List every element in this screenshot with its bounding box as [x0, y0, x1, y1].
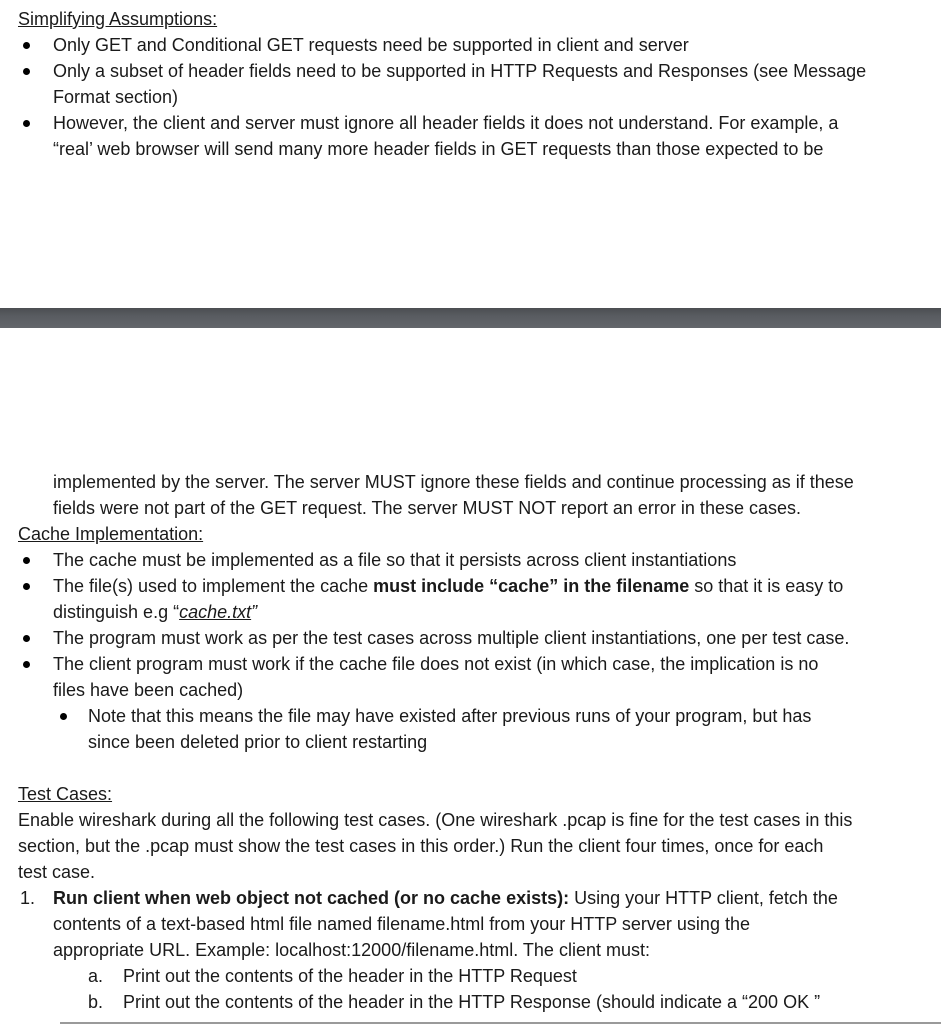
- page-gap-bar: [0, 308, 941, 328]
- bullet-icon: [23, 635, 30, 642]
- numbered-item: 1. Run client when web object not cached (or no cache exists): Using your HTTP client, fetch the contents of a text-based html file named filename.html from your HTTP server using the appropriate URL. Example: localhost:12000/filename.html. The client must:: [20, 888, 838, 960]
- list-item: Only a subset of header fields need to be supported in HTTP Requests and Responses (see Message Format section): [18, 58, 928, 110]
- bullet-icon: [23, 557, 30, 564]
- list-item: However, the client and server must ignore all header fields it does not understand. For example, a “real’ web browser will send many more header fields in GET requests than those expected to be: [18, 110, 928, 162]
- page-break-divider: [0, 305, 941, 328]
- cache-implementation-heading: Cache Implementation:: [18, 524, 204, 544]
- bullet-icon: [23, 42, 30, 49]
- bullet-icon: [23, 120, 30, 127]
- lettered-item: a. Print out the contents of the header in the HTTP Request: [88, 966, 577, 986]
- top-page-content: [18, 6, 928, 162]
- bullet-icon: [60, 713, 67, 720]
- bottom-page-content: implemented by the server. The server MUST ignore these fields and continue processing as if these fields were not part of the GET request. The server MUST NOT report an error in these cases. Cache Implementation: The cache must be implemented as a file so that it persists across client instantiations The file(s) used to implement the cache must include “cache” in the filename so that it is easy to distinguish e.g “cache.txt” The program must work as per the test cases across multiple client instantiations, one per test case. The client program must work if the cache file does not exist (in which case, the implication is no files have been cached) Note that this means the file may have existed after previous runs of your program, but has since been deleted prior to client restarting Test Cases: Enable wireshark during all the following test cases. (One wireshark .pcap is fine for the test cases in this section, but the .pcap must show the test cases in this order.) Run the client four times, once for each test case. 1. Run client when web object not cached (or no cache exists): Using your HTTP client, fetch the contents of a text-based html file named filename.html from your HTTP server using the appropriate URL. Example: localhost:12000/filename.html. The client must: a. Print out the contents of the header in the HTTP Request b. Print out the contents of the header in the HTTP Response (should indicate a “200 OK ”: [18, 469, 928, 1015]
- cache-filename-example: cache.txt: [179, 602, 252, 622]
- list-item: The client program must work if the cache file does not exist (in which case, the implication is no files have been cached): [18, 651, 928, 703]
- list-item: The cache must be implemented as a file so that it persists across client instantiations: [18, 547, 928, 573]
- test-cases-heading: Test Cases:: [18, 784, 113, 804]
- sub-list-item: Note that this means the file may have existed after previous runs of your program, but has since been deleted prior to client restarting: [18, 703, 928, 755]
- bottom-page: [0, 328, 941, 1024]
- bullet-icon: [23, 583, 30, 590]
- top-page: [0, 0, 941, 305]
- list-item: The file(s) used to implement the cache must include “cache” in the filename so that it is easy to distinguish e.g “cache.txt”: [18, 573, 928, 625]
- list-item: Only GET and Conditional GET requests need be supported in client and server: [18, 32, 928, 58]
- bullet-icon: [23, 68, 30, 75]
- bullet-icon: [23, 661, 30, 668]
- lettered-item: b. Print out the contents of the header in the HTTP Response (should indicate a “200 OK ”: [88, 992, 821, 1012]
- simplifying-assumptions-heading: Simplifying Assumptions:: [18, 9, 218, 29]
- list-item: The program must work as per the test cases across multiple client instantiations, one per test case.: [18, 625, 928, 651]
